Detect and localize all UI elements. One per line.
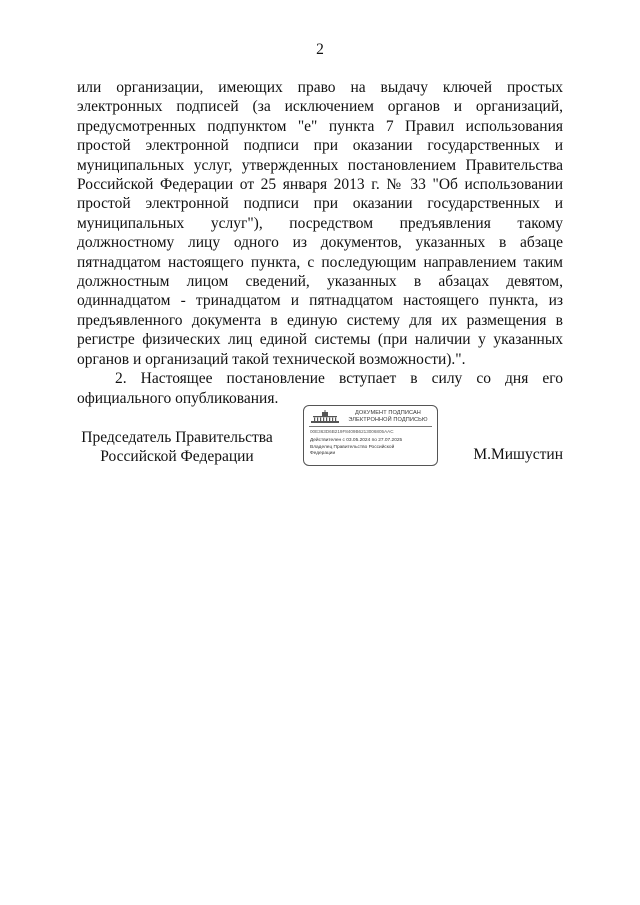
stamp-title-line2: ЭЛЕКТРОННОЙ ПОДПИСЬЮ xyxy=(348,417,428,423)
stamp-title-line1: ДОКУМЕНТ ПОДПИСАН xyxy=(355,410,421,416)
signer-position-line2: Российской Федерации xyxy=(100,448,254,465)
stamp-certificate-number: 00E363D6B219F8409B6213006805AAC xyxy=(310,429,394,434)
stamp-validity: Действителен с 03.05.2024 по 27.07.2025 xyxy=(310,438,403,443)
stamp-divider xyxy=(309,426,432,427)
paragraph-continuation: или организации, имеющих право на выдачу ключей простых электронных подписей (за исключением органов и организаций, предусмотренных подпунктом "е" пункта 7 Правил использования простой электронной подписи при оказании государственных и муниципальных услуг, утвержденных постановлением Правительства Российской Федерации от 25 января 2013 г. № 33 "Об использовании простой электронной подписи при оказании государственных и муниципальных услуг"), посредством предъявления такому должностному лицу одного из документов, указанных в абзаце пятнадцатом настоящего пункта, с последующим направлением таким должностным лицом сведений, указанных в абзацах девятом, одиннадцатом - тринадцатом и пятнадцатом настоящего пункта, из предъявленного документа в единую систему для их размещения в регистре физических лиц единой системы (при наличии у указанных органов и организаций такой технической возможности).". xyxy=(77,79,563,368)
signer-position xyxy=(77,428,277,466)
document-body xyxy=(77,78,563,408)
page-number: 2 xyxy=(316,41,324,58)
paragraph-effective-date: 2. Настоящее постановление вступает в силу со дня его официального опубликования. xyxy=(77,370,563,407)
electronic-signature-stamp xyxy=(303,405,438,466)
signer-position-line1: Председатель Правительства xyxy=(81,429,273,446)
signer-name: М.Мишустин xyxy=(473,446,563,463)
government-building-icon xyxy=(310,410,340,424)
stamp-owner: Владелец Правительство Российской Федерации xyxy=(310,445,395,456)
signature-block xyxy=(0,400,640,480)
stamp-title xyxy=(342,410,434,424)
